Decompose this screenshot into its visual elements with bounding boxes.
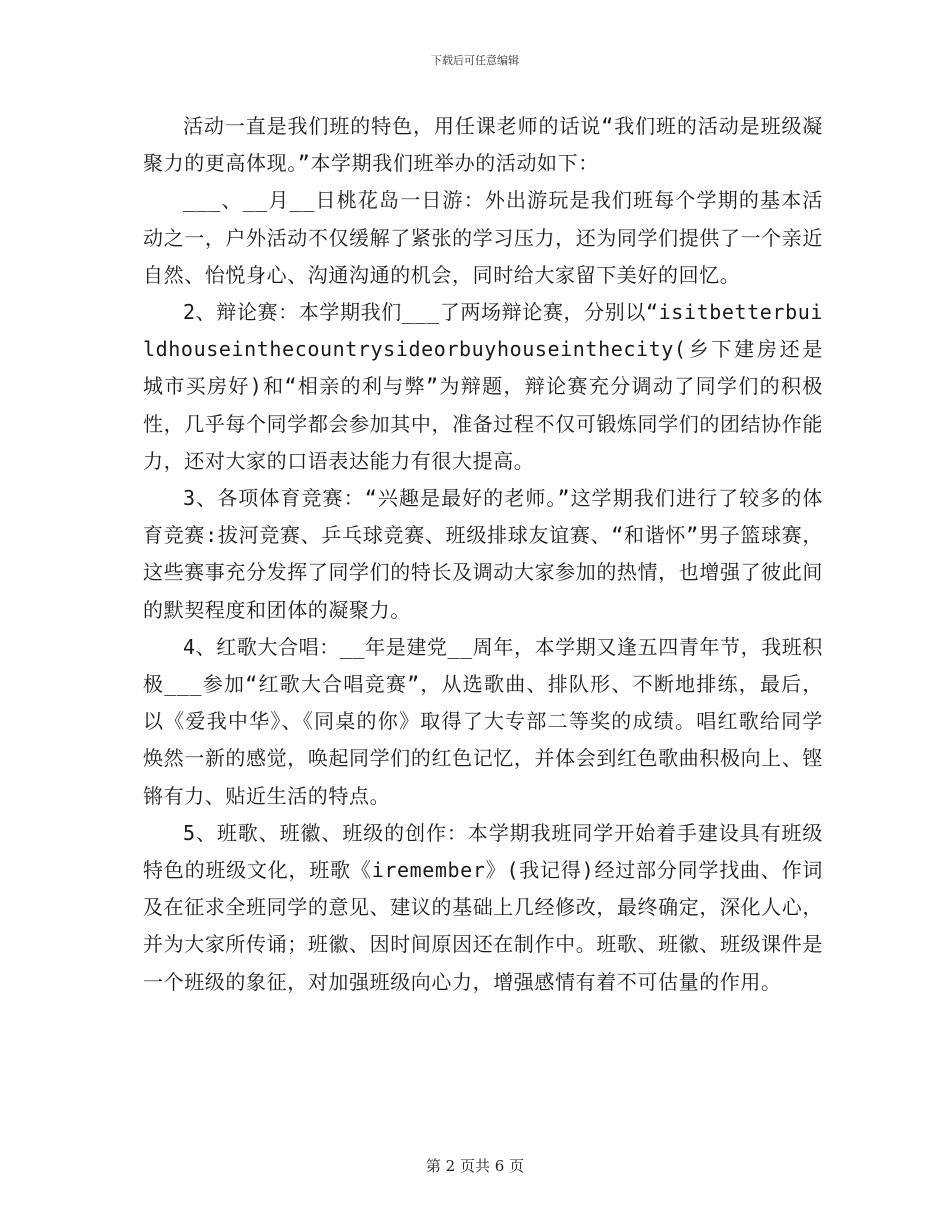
page-header: 下载后可任意编辑 <box>431 54 519 67</box>
paragraph-trip: ___、__月__日桃花岛一日游：外出游玩是我们班每个学期的基本活动之一，户外活动不仅缓解了紧张的学习压力，还为同学们提供了一个亲近自然、怡悦身心、沟通沟通的机会，同时给大家留下美好的回忆。 <box>143 188 823 287</box>
document-body <box>143 108 823 1001</box>
paragraph-intro: 活动一直是我们班的特色，用任课老师的话说“我们班的活动是班级凝聚力的更高体现。”本学期我们班举办的活动如下： <box>143 114 823 176</box>
page-number: 第 2 页共 6 页 <box>425 1157 525 1175</box>
paragraph-sports: 3、各项体育竞赛：“兴趣是最好的老师。”这学期我们进行了较多的体育竞赛:拔河竞赛、乒乓球竞赛、班级排球友谊赛、“和谐怀”男子篮球赛，这些赛事充分发挥了同学们的特长及调动大家参加的热情，也增强了彼此间的默契程度和团体的凝聚力。 <box>143 486 823 622</box>
paragraph-debate: 2、辩论赛：本学期我们___了两场辩论赛，分别以“isitbetterbuildhouseinthecountrysideorbuyhouseinthecity(乡下建房还是城市买房好)和“相亲的利与弊”为辩题，辩论赛充分调动了同学们的积极性，几乎每个同学都会参加其中，准备过程不仅可锻炼同学们的团结协作能力，还对大家的口语表达能力有很大提高。 <box>143 300 823 473</box>
paragraph-red-songs: 4、红歌大合唱：__年是建党__周年，本学期又逢五四青年节，我班积极___参加“红歌大合唱竞赛”，从选歌曲、排队形、不断地排练，最后，以《爱我中华》、《同桌的你》取得了大专部二等奖的成绩。唱红歌给同学焕然一新的感觉，唤起同学们的红色记忆，并体会到红色歌曲积极向上、铿锵有力、贴近生活的特点。 <box>143 634 824 808</box>
paragraph-class-culture: 5、班歌、班徽、班级的创作：本学期我班同学开始着手建设具有班级特色的班级文化，班歌《iremember》(我记得)经过部分同学找曲、作词及在征求全班同学的意见、建议的基础上几经修改，最终确定，深化人心，并为大家所传诵；班徽、因时间原因还在制作中。班歌、班徽、班级课件是一个班级的象征，对加强班级向心力，增强感情有着不可估量的作用。 <box>143 820 823 994</box>
